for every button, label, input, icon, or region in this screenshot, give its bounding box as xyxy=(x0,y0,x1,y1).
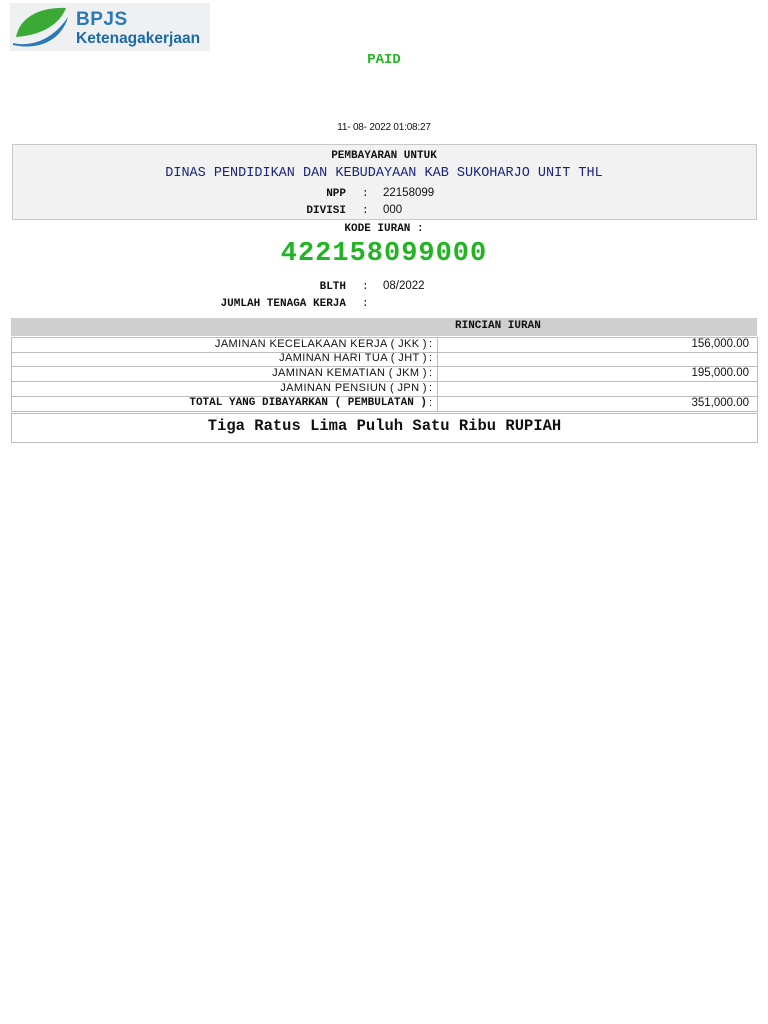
terbilang-text: Tiga Ratus Lima Puluh Satu Ribu RUPIAH xyxy=(207,417,562,435)
rincian-row-jpn xyxy=(11,382,758,397)
rincian-header xyxy=(11,318,757,336)
rincian-row-jkk xyxy=(11,337,758,353)
rincian-row-colon: : xyxy=(429,367,433,379)
bpjs-logo xyxy=(10,3,210,51)
rincian-row-jkm xyxy=(11,367,758,382)
organization-name: DINAS PENDIDIKAN DAN KEBUDAYAAN KAB SUKOHARJO UNIT THL xyxy=(165,166,603,181)
divisi-label: DIVISI xyxy=(306,205,346,217)
jumlah-tenaga-kerja-separator: : xyxy=(362,298,369,310)
npp-label: NPP xyxy=(326,188,346,200)
rincian-row-label: JAMINAN KECELAKAAN KERJA ( JKK ) xyxy=(214,338,427,350)
rincian-row-label: JAMINAN HARI TUA ( JHT ) xyxy=(279,352,427,364)
kode-iuran-label: KODE IURAN : xyxy=(344,223,424,235)
rincian-row-colon: : xyxy=(429,352,433,364)
rincian-row-amount: 195,000.00 xyxy=(691,367,749,379)
rincian-row-label: JAMINAN PENSIUN ( JPN ) xyxy=(280,382,427,394)
row-divider xyxy=(437,352,438,366)
row-divider xyxy=(437,397,438,411)
divisi-separator: : xyxy=(362,205,369,217)
divisi-value: 000 xyxy=(383,204,403,216)
blth-label: BLTH xyxy=(319,281,346,293)
transaction-timestamp: 11- 08- 2022 01:08:27 xyxy=(337,122,431,133)
blth-separator: : xyxy=(362,281,369,293)
payment-heading: PEMBAYARAN UNTUK xyxy=(331,150,437,162)
logo-text-ketenagakerjaan: Ketenagakerjaan xyxy=(76,30,201,47)
rincian-row-colon: : xyxy=(429,382,433,394)
npp-separator: : xyxy=(362,188,369,200)
total-amount: 351,000.00 xyxy=(691,397,749,409)
logo-text-bpjs: BPJS xyxy=(76,9,128,30)
kode-iuran-value: 422158099000 xyxy=(280,239,488,269)
row-divider xyxy=(437,338,438,352)
rincian-row-total xyxy=(11,397,758,412)
rincian-row-amount: 156,000.00 xyxy=(691,338,749,350)
bpjs-leaf-icon xyxy=(10,3,76,51)
terbilang-box xyxy=(11,413,758,443)
row-divider xyxy=(437,382,438,396)
total-label: TOTAL YANG DIBAYARKAN ( PEMBULATAN ) xyxy=(189,397,427,409)
npp-value: 22158099 xyxy=(383,187,435,199)
row-divider xyxy=(437,367,438,381)
rincian-row-colon: : xyxy=(429,338,433,350)
rincian-row-jht xyxy=(11,352,758,367)
blth-value: 08/2022 xyxy=(383,280,425,292)
rincian-heading: RINCIAN IURAN xyxy=(455,320,541,332)
jumlah-tenaga-kerja-label: JUMLAH TENAGA KERJA xyxy=(220,298,346,310)
rincian-row-label: JAMINAN KEMATIAN ( JKM ) xyxy=(272,367,427,379)
total-colon: : xyxy=(429,397,433,409)
paid-status: PAID xyxy=(367,52,401,68)
